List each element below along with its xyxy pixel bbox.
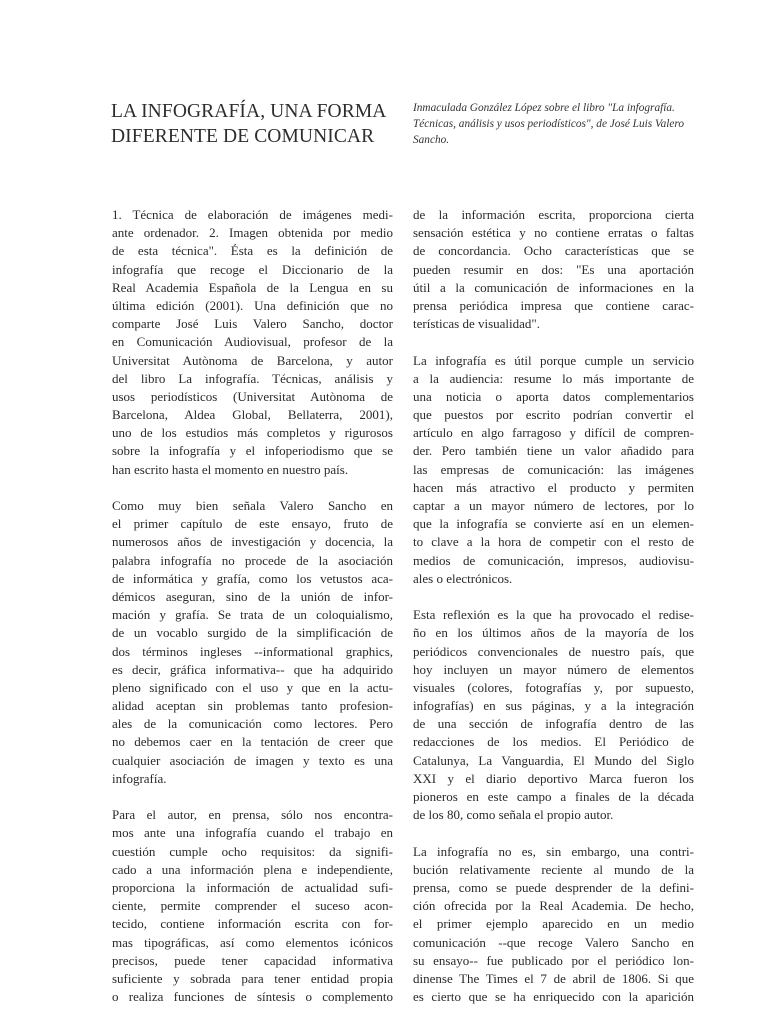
text-line: Como muy bien señala Valero Sancho en (112, 498, 393, 513)
paragraph-gap (413, 588, 694, 606)
text-line: démicos aseguran, sino de la unión de infor- (112, 588, 393, 604)
paragraph (112, 497, 393, 788)
paragraph (112, 806, 393, 1006)
text-line: visuales (colores, fotografías y, por supuesto, (413, 679, 694, 695)
text-line: el primer ejemplo aparecido en un medio (413, 916, 694, 932)
text-line: comunicación --que recoge Valero Sancho en (413, 934, 694, 950)
text-line: terísticas de visualidad". (413, 316, 540, 332)
text-line: pioneros en este campo a finales de la década (413, 789, 694, 804)
text-line: es decir, gráfica informativa-- que ha adquirido (112, 661, 393, 677)
text-line: prensa periódica impresa que contiene carac- (413, 297, 694, 313)
left-column (112, 206, 393, 1006)
text-line: dos términos ingleses --informational graphics, (112, 643, 393, 659)
text-line: pueden resumir en dos: "Es una aportación (413, 261, 694, 277)
text-line: las empresas de comunicación: las imágenes (413, 461, 694, 477)
text-line: Catalunya, La Vanguardia, El Mundo del Siglo (413, 752, 694, 768)
text-line: sensación estética y no contiene erratas o faltas (413, 225, 694, 241)
text-line: que la infografía se convierte así en un elemen- (413, 516, 694, 532)
article-subtitle: Inmaculada González López sobre el libro "La infografía. Técnicas, análisis y usos periodísticos", de José Luis Valero Sancho. (413, 102, 685, 146)
text-line: Para el autor, en prensa, sólo nos encontra- (112, 807, 393, 823)
text-line: ciente, permite comprender el suceso acon- (112, 898, 393, 914)
text-line: del libro La infografía. Técnicas, análisis y (112, 370, 393, 386)
text-line: Real Academia Española de la Lengua en su (112, 279, 393, 295)
text-line: de los 80, como señala el propio autor. (413, 807, 614, 823)
paragraph (413, 843, 694, 1007)
text-line: XXI y el diario deportivo Marca fueron los (413, 770, 694, 786)
text-line: ante ordenador. 2. Imagen obtenida por medio (112, 225, 393, 241)
text-line: el primer capítulo de este ensayo, fruto de (112, 516, 393, 532)
text-line: redacciones de los medios. El Periódico de (413, 734, 694, 750)
text-line: suficiente y sobrada para tener entidad propia (112, 970, 393, 986)
text-line: der. Pero también tiene un valor añadido para (413, 443, 694, 459)
text-line: mación y grafía. Se trata de un coloquialismo, (112, 607, 393, 623)
text-line: ción ofrecida por la Real Academia. De hecho, (413, 898, 694, 914)
text-line: infografía. (112, 770, 167, 786)
text-line: ales o electrónicos. (413, 570, 513, 586)
text-line: de concordancia. Ocho características que se (413, 243, 694, 259)
text-line: numerosos años de investigación y docencia, la (112, 534, 393, 550)
text-line: proporciona la información de actualidad sufi- (112, 879, 393, 895)
text-line: cado a una información plena e independiente, (112, 861, 393, 877)
text-line: 1. Técnica de elaboración de imágenes medi- (112, 207, 393, 222)
text-line: o realiza funciones de síntesis o complemento (112, 989, 393, 1005)
text-line: mas tipográficas, así como elementos icónicos (112, 934, 393, 950)
text-line: tecido, contiene información escrita con for- (112, 916, 393, 932)
text-line: medios de comunicación, impresos, audiovisu- (413, 552, 694, 568)
text-line: su ensayo-- fue publicado por el periódico lon- (413, 952, 694, 968)
text-line: han escrito hasta el momento en nuestro país. (112, 461, 349, 477)
text-line: ales de la comunicación como lectores. Pero (112, 716, 393, 732)
text-line: infografía que recoge el Diccionario de la (112, 261, 393, 277)
text-line: cualquier asociación de imagen y texto es una (112, 752, 393, 768)
paragraph (413, 206, 694, 333)
text-line: infografías) en sus páginas, y a la integración (413, 698, 694, 714)
text-line: La infografía no es, sin embargo, una contri- (413, 843, 694, 859)
paragraph-gap (413, 333, 694, 351)
text-line: en Comunicación Audiovisual, profesor de la (112, 334, 393, 350)
text-line: de una sección de infografía dentro de las (413, 716, 694, 732)
text-line: mos ante una infografía cuando el trabajo en (112, 825, 393, 841)
paragraph (413, 352, 694, 588)
text-line: a la audiencia: resume lo más importante de (413, 370, 694, 386)
text-line: no debemos caer en la tentación de creer que (112, 734, 393, 750)
paragraph (112, 206, 393, 479)
text-line: Barcelona, Aldea Global, Bellaterra, 2001), (112, 407, 393, 423)
text-line: de informática y grafía, como los vetustos aca- (112, 570, 393, 586)
text-line: dinense The Times el 7 de abril de 1806. Si que (413, 970, 694, 986)
paragraph (413, 606, 694, 824)
title-line: DIFERENTE DE COMUNICAR (111, 126, 375, 147)
text-line: palabra infografía no procede de la asociación (112, 552, 393, 568)
text-line: una noticia o aporta datos complementarios (413, 388, 694, 404)
text-line: usos periodísticos (Universitat Autònoma de (112, 388, 393, 404)
text-line: que puestos por escrito podrían convertir el (413, 407, 694, 423)
text-line: periódicos convencionales de nuestro país, que (413, 643, 694, 659)
paragraph-gap (112, 479, 393, 497)
text-line: to clave a la hora de competir con el resto de (413, 534, 694, 550)
right-column (413, 206, 694, 1006)
paragraph-gap (112, 788, 393, 806)
text-line: hoy incluyen un mayor número de elementos (413, 661, 694, 677)
text-line: Universitat Autònoma de Barcelona, y autor (112, 352, 393, 368)
text-line: de esta técnica". Ésta es la definición de (112, 243, 393, 259)
article-title (111, 99, 401, 149)
text-line: es cierto que se ha enriquecido con la aparición (413, 989, 694, 1005)
text-line: comparte José Luis Valero Sancho, doctor (112, 316, 393, 332)
title-line: LA INFOGRAFÍA, UNA FORMA (111, 101, 387, 122)
text-line: precisos, puede tener capacidad informativa (112, 952, 393, 968)
text-line: ño en los últimos años de la mayoría de los (413, 625, 694, 641)
text-line: pleno significado con el uso y que en la actu- (112, 679, 393, 695)
text-line: hacen más atractivo el producto y permiten (413, 479, 694, 495)
text-line: uno de los estudios más completos y rigurosos (112, 425, 393, 441)
text-line: de la información escrita, proporciona cierta (413, 207, 694, 222)
text-line: prensa, como se puede desprender de la defini- (413, 879, 694, 895)
text-line: cuestión cumple ocho requisitos: da signifi- (112, 843, 393, 859)
text-line: sobre la infografía y el infoperiodismo que se (112, 443, 393, 459)
text-line: alidad aceptan sin problemas tanto profesion- (112, 698, 393, 714)
text-line: artículo en algo farragoso y difícil de compren- (413, 425, 694, 441)
paragraph-gap (413, 824, 694, 842)
text-line: útil a la comunicación de informaciones en la (413, 279, 694, 295)
text-line: Esta reflexión es la que ha provocado el redise- (413, 607, 694, 623)
text-line: de un vocablo surgido de la simplificación de (112, 625, 393, 641)
text-line: última edición (2001). Una definición que no (112, 297, 393, 313)
text-line: La infografía es útil porque cumple un servicio (413, 352, 694, 368)
text-line: captar a un mayor número de lectores, por lo (413, 498, 694, 513)
text-line: bución relativamente reciente al mundo de la (413, 861, 694, 877)
